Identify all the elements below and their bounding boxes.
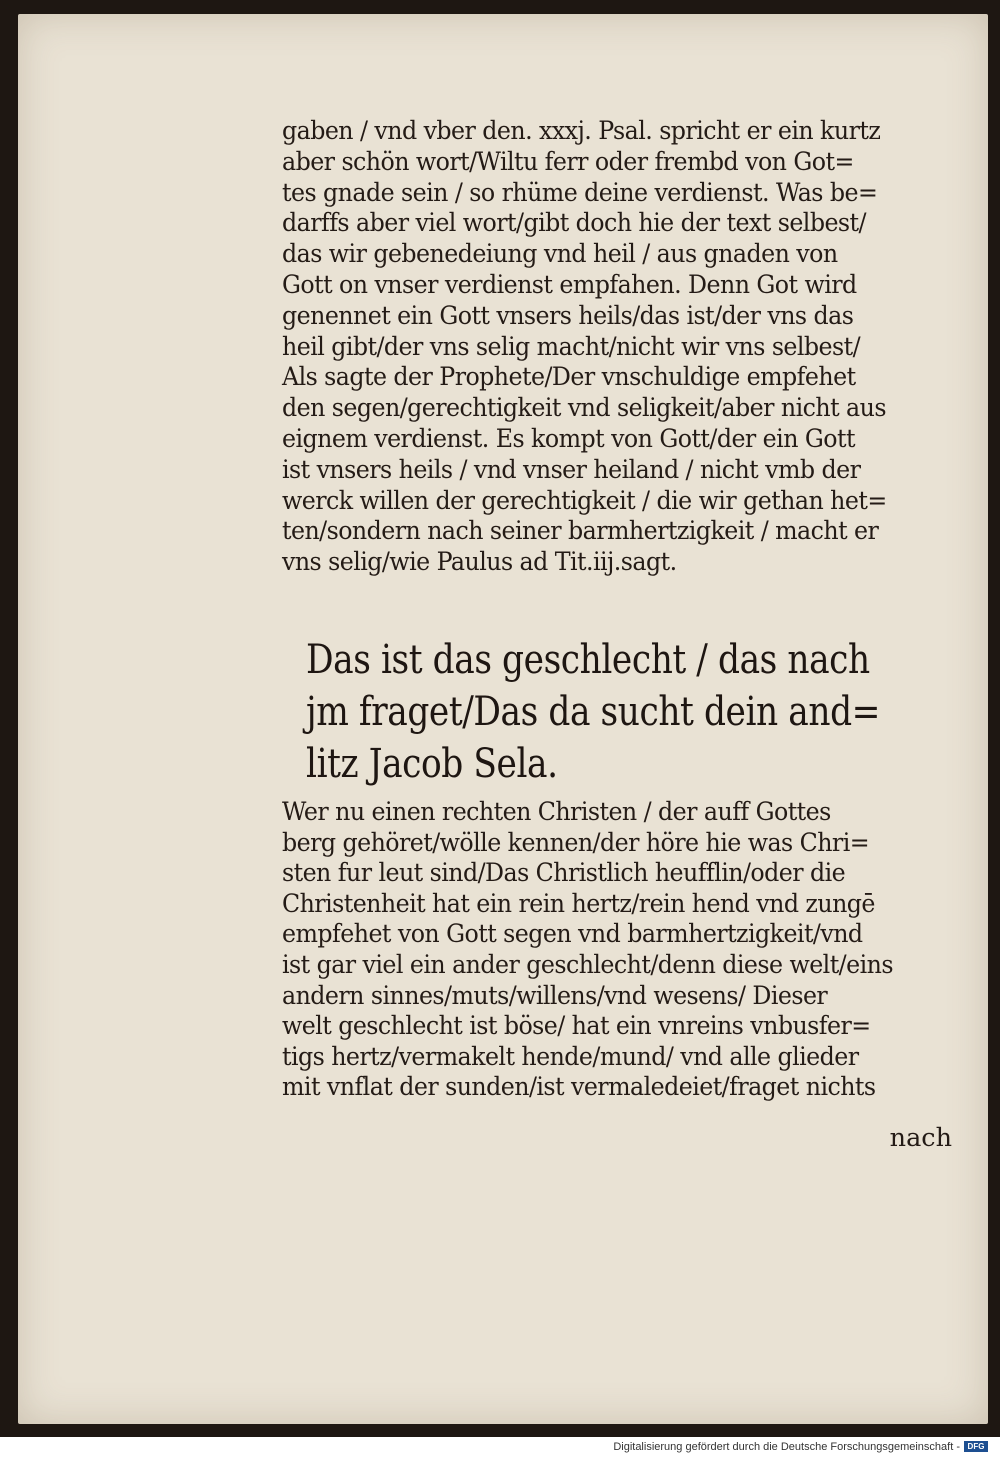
text-line: ist gar viel ein ander geschlecht/denn diese welt/eins <box>282 949 893 980</box>
text-line: Wer nu einen rechten Christen / der auff Gottes <box>282 797 831 827</box>
footer-bar <box>0 1437 1000 1457</box>
text-line: tes gnade sein / so rhüme deine verdienst. Was be= <box>282 177 878 208</box>
catchword: nach <box>889 1123 952 1153</box>
text-line: darffs aber viel wort/gibt doch hie der text selbest/ <box>282 208 866 239</box>
dfg-logo-icon: DFG <box>964 1441 988 1452</box>
heading-line: Das ist das geschlecht / das nach <box>306 637 870 683</box>
text-line: Christenheit hat ein rein hertz/rein hend vnd zungē <box>282 888 875 919</box>
text-line: heil gibt/der vns selig macht/nicht wir vns selbest/ <box>282 331 861 362</box>
text-line: ten/sondern nach seiner barmhertzigkeit / macht er <box>282 516 879 547</box>
text-line: vns selig/wie Paulus ad Tit.iij.sagt. <box>282 547 677 578</box>
text-line: welt geschlecht ist böse/ hat ein vnreins vnbusfer= <box>282 1011 871 1042</box>
text-line: berg gehöret/wölle kennen/der höre hie was Chri= <box>282 827 870 858</box>
text-line: mit vnflat der sunden/ist vermaledeiet/fraget nichts <box>282 1072 876 1103</box>
paragraph-2 <box>282 797 967 1103</box>
text-line: empfehet von Gott segen vnd barmhertzigkeit/vnd <box>282 919 863 950</box>
text-line: genennet ein Gott vnsers heils/das ist/der vns das <box>282 300 854 331</box>
paragraph-1 <box>282 116 967 578</box>
text-line: andern sinnes/muts/willens/vnd wesens/ Dieser <box>282 980 828 1011</box>
heading-line: jm fraget/Das da sucht dein and= <box>306 689 881 735</box>
text-line: ist vnsers heils / vnd vnser heiland / nicht vmb der <box>282 454 861 485</box>
footer-credit: Digitalisierung gefördert durch die Deutsche Forschungsgemeinschaft - <box>613 1441 960 1453</box>
text-line: werck willen der gerechtigkeit / die wir gethan het= <box>282 485 887 516</box>
text-line: Gott on vnser verdienst empfahen. Denn Got wird <box>282 269 857 300</box>
text-line: den segen/gerechtigkeit vnd seligkeit/aber nicht aus <box>282 393 886 424</box>
section-heading <box>306 634 966 790</box>
heading-line: litz Jacob Sela. <box>306 741 558 787</box>
text-line: das wir gebenedeiung vnd heil / aus gnaden von <box>282 239 838 270</box>
text-line: Als sagte der Prophete/Der vnschuldige empfehet <box>282 362 856 393</box>
text-line: gaben / vnd vber den. xxxj. Psal. spricht er ein kurtz <box>282 116 881 146</box>
text-line: tigs hertz/vermakelt hende/mund/ vnd alle glieder <box>282 1041 859 1072</box>
text-line: sten fur leut sind/Das Christlich heufflin/oder die <box>282 858 846 889</box>
text-line: eignem verdienst. Es kompt von Gott/der ein Gott <box>282 423 855 454</box>
text-line: aber schön wort/Wiltu ferr oder frembd von Got= <box>282 146 854 177</box>
